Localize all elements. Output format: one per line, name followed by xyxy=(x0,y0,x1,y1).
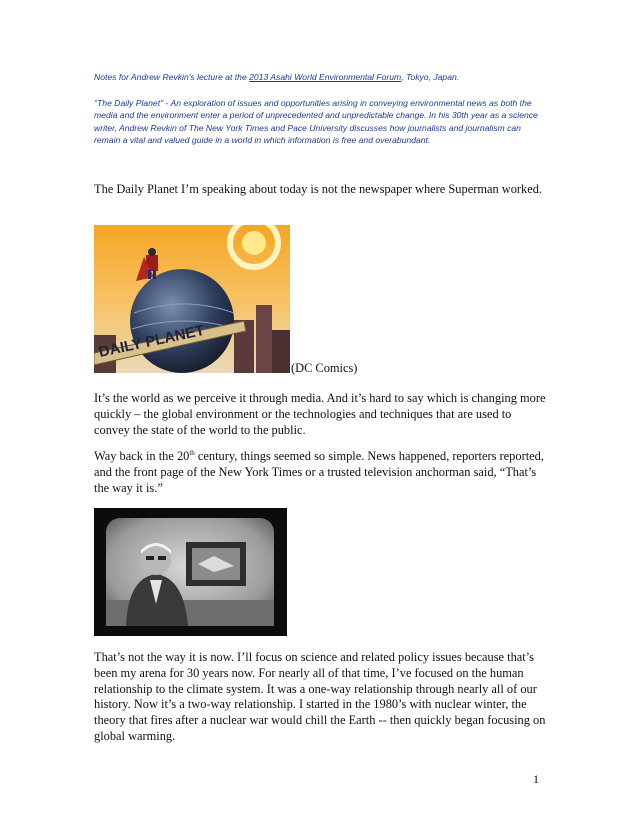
paragraph-daily-planet: The Daily Planet I’m speaking about today is not the newspaper where Superman worked. xyxy=(94,182,543,196)
paragraph-20th-century: Way back in the 20th century, things seemed so simple. News happened, reporters reported, and the front page of the New York Times or a trusted television anchorman said, “That’s the way it is.” xyxy=(94,448,544,495)
forum-link[interactable]: 2013 Asahi World Environmental Forum xyxy=(249,72,402,82)
paragraph-world-perceived: It’s the world as we perceive it through media. And it’s hard to say which is changing more quickly – the global environment or the technologies and techniques that are used to convey the state of the world to the public. xyxy=(94,391,546,437)
paragraph-not-the-way: That’s not the way it is now. I’ll focus on science and related policy issues because that’s been my arena for 30 years now. For nearly all of that time, I’ve focused on the human relationship to the climate system. It was a one-way relationship through nearly all of our history. Now it’s a two-way relationship. I started in the 1980’s with nuclear winter, the theory that fires after a nuclear war would chill the Earth -- then quickly began focusing on global warming. xyxy=(94,650,546,743)
lecture-notes-line xyxy=(94,71,546,83)
tv-anchorman-photo xyxy=(94,508,287,636)
page-number: 1 xyxy=(533,772,539,786)
lecture-description: "The Daily Planet" - An exploration of issues and opportunities arising in conveying environmental news as both the media and the environment enter a period of unprecedented and unpredictable change. In his 30th year as a science writer, Andrew Revkin of The New York Times and Pace University discusses how journalists and journalism can remain a vital and valued guide in a world in which information is free and overabundant. xyxy=(94,98,538,146)
daily-planet-comic-image xyxy=(94,225,290,373)
intro-suffix: , Tokyo, Japan. xyxy=(401,72,460,82)
image-caption: (DC Comics) xyxy=(291,361,358,375)
daily-planet-sign-text: DAILY PLANET xyxy=(97,321,207,361)
intro-prefix: Notes for Andrew Revkin's lecture at the xyxy=(94,72,250,82)
